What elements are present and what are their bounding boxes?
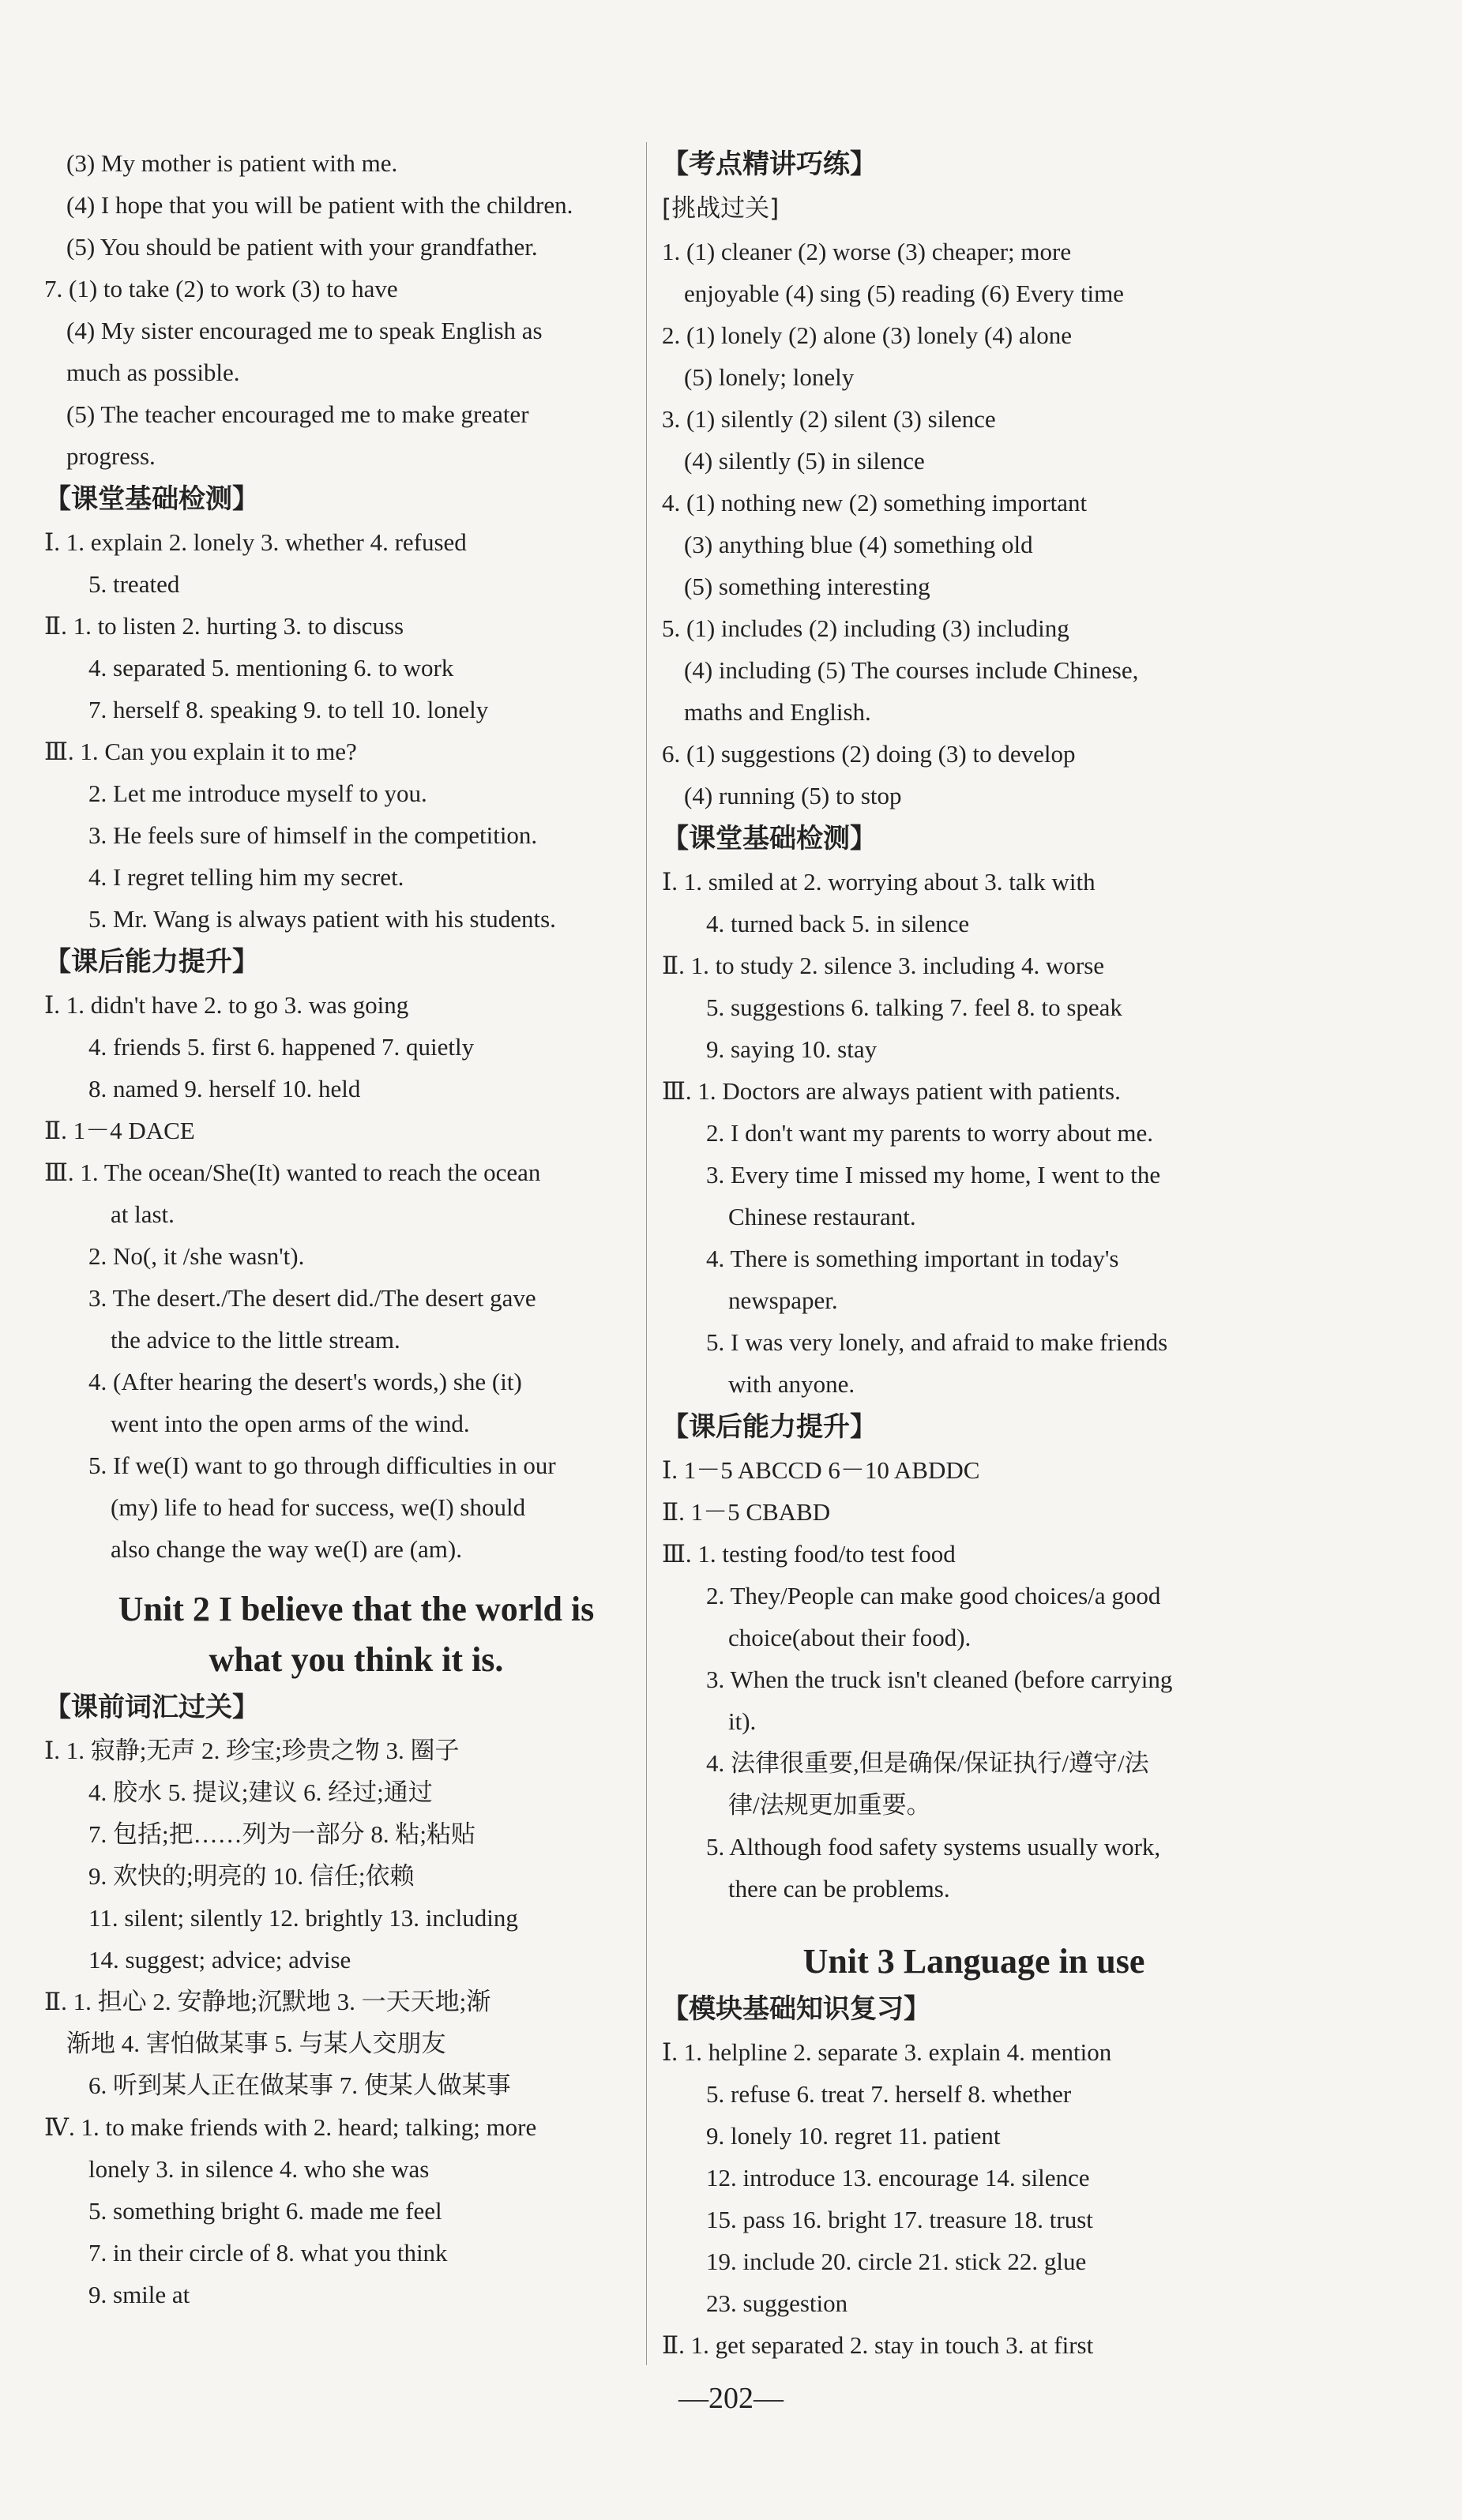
unit-2-title-line-1: Unit 2 I believe that the world is [118, 1590, 595, 1628]
text-line: (my) life to head for success, we(I) should [111, 1493, 526, 1521]
text-line: 1. (1) cleaner (2) worse (3) cheaper; more [662, 238, 1072, 265]
text-line: 7. in their circle of 8. what you think [88, 2239, 448, 2266]
text-line: 4. separated 5. mentioning 6. to work [88, 654, 454, 682]
text-line: Chinese restaurant. [728, 1203, 916, 1230]
right-column [662, 142, 1286, 2366]
text-line: 3. (1) silently (2) silent (3) silence [662, 405, 996, 433]
text-line: 5. Mr. Wang is always patient with his students. [88, 905, 556, 933]
text-line: (4) My sister encouraged me to speak English as [66, 317, 543, 344]
section-heading: 【课堂基础检测】 [662, 823, 877, 854]
text-line: 5. something bright 6. made me feel [88, 2197, 442, 2225]
text-line: 渐地 4. 害怕做某事 5. 与某人交朋友 [66, 2030, 446, 2057]
text-line: Ⅲ. 1. testing food/to test food [662, 1540, 956, 1568]
text-line: 12. introduce 13. encourage 14. silence [706, 2164, 1090, 2191]
text-line: Ⅰ. 1. 寂静;无声 2. 珍宝;珍贵之物 3. 圈子 [44, 1737, 460, 1764]
text-line: 5. (1) includes (2) including (3) including [662, 614, 1069, 642]
text-line: also change the way we(I) are (am). [111, 1535, 462, 1563]
text-line: 4. friends 5. first 6. happened 7. quietly [88, 1033, 475, 1061]
text-line: 4. There is something important in today's [706, 1245, 1119, 1272]
text-line: 律/法规更加重要。 [728, 1791, 931, 1819]
left-column [44, 142, 668, 2315]
text-line: the advice to the little stream. [111, 1326, 400, 1354]
text-line: Ⅰ. 1. didn't have 2. to go 3. was going [44, 991, 409, 1019]
text-line: 3. The desert./The desert did./The desert gave [88, 1284, 536, 1312]
text-line: Ⅰ. 1. helpline 2. separate 3. explain 4. mention [662, 2038, 1112, 2066]
text-line: 6. 听到某人正在做某事 7. 使某人做某事 [88, 2071, 511, 2099]
text-line: 9. smile at [88, 2281, 190, 2308]
text-line: newspaper. [728, 1286, 838, 1314]
text-line: 5. suggestions 6. talking 7. feel 8. to speak [706, 993, 1122, 1021]
text-line: 3. He feels sure of himself in the competition. [88, 821, 538, 849]
text-line: 4. (After hearing the desert's words,) she (it) [88, 1368, 522, 1395]
text-line: Ⅰ. 1. explain 2. lonely 3. whether 4. refused [44, 528, 467, 556]
page-number: —202— [678, 2382, 784, 2415]
text-line: Ⅰ. 1. smiled at 2. worrying about 3. talk with [662, 868, 1096, 896]
text-line: 2. Let me introduce myself to you. [88, 779, 427, 807]
text-line: 5. Although food safety systems usually work, [706, 1833, 1161, 1861]
text-line: 15. pass 16. bright 17. treasure 18. trust [706, 2206, 1093, 2233]
text-line: choice(about their food). [728, 1624, 972, 1651]
text-line: lonely 3. in silence 4. who she was [88, 2155, 430, 2183]
text-line: 3. When the truck isn't cleaned (before carrying [706, 1666, 1173, 1693]
section-heading: 【课后能力提升】 [44, 946, 259, 978]
text-line: 14. suggest; advice; advise [88, 1946, 351, 1974]
text-line: 9. 欢快的;明亮的 10. 信任;依赖 [88, 1862, 415, 1890]
text-line: 3. Every time I missed my home, I went to the [706, 1161, 1161, 1189]
text-line: 5. treated [88, 570, 180, 598]
text-line: (3) My mother is patient with me. [66, 149, 398, 177]
text-line: Ⅱ. 1. get separated 2. stay in touch 3. at first [662, 2331, 1094, 2359]
text-line: 19. include 20. circle 21. stick 22. glue [706, 2248, 1087, 2275]
section-subheading: [挑战过关] [662, 194, 780, 223]
text-line: 7. herself 8. speaking 9. to tell 10. lonely [88, 696, 489, 723]
text-line: Ⅲ. 1. Can you explain it to me? [44, 738, 357, 765]
text-line: 9. lonely 10. regret 11. patient [706, 2122, 1001, 2150]
text-line: there can be problems. [728, 1875, 950, 1902]
text-line: Ⅳ. 1. to make friends with 2. heard; talking; more [44, 2113, 537, 2141]
text-line: with anyone. [728, 1370, 855, 1398]
section-heading: 【模块基础知识复习】 [662, 1993, 930, 2025]
text-line: progress. [66, 442, 156, 470]
unit-3-title: Unit 3 Language in use [802, 1942, 1145, 1981]
text-line: 8. named 9. herself 10. held [88, 1075, 361, 1102]
text-line: 4. I regret telling him my secret. [88, 863, 404, 891]
text-line: 2. (1) lonely (2) alone (3) lonely (4) alone [662, 321, 1073, 349]
section-heading: 【考点精讲巧练】 [662, 148, 877, 180]
text-line: (4) running (5) to stop [684, 782, 902, 809]
text-line: 2. No(, it /she wasn't). [88, 1242, 305, 1270]
text-line: Ⅱ. 1. to listen 2. hurting 3. to discuss [44, 612, 404, 640]
section-heading: 【课后能力提升】 [662, 1411, 877, 1443]
text-line: Ⅲ. 1. The ocean/She(It) wanted to reach the ocean [44, 1159, 541, 1186]
text-line: 4. (1) nothing new (2) something important [662, 489, 1088, 516]
section-heading: 【课堂基础检测】 [44, 483, 259, 515]
text-line: (5) You should be patient with your grandfather. [66, 233, 538, 261]
text-line: (4) I hope that you will be patient with the children. [66, 191, 573, 219]
text-line: (4) silently (5) in silence [684, 447, 925, 475]
text-line: (3) anything blue (4) something old [684, 531, 1033, 558]
text-line: 2. They/People can make good choices/a good [706, 1582, 1161, 1609]
text-line: (5) something interesting [684, 573, 930, 600]
text-line: 4. 法律很重要,但是确保/保证执行/遵守/法 [706, 1749, 1149, 1777]
unit-2-title-line-2: what you think it is. [209, 1640, 504, 1679]
text-line: much as possible. [66, 359, 240, 386]
text-line: 5. I was very lonely, and afraid to make friends [706, 1328, 1168, 1356]
text-line: 11. silent; silently 12. brightly 13. including [88, 1904, 518, 1932]
text-line: 4. turned back 5. in silence [706, 910, 970, 937]
text-line: Ⅱ. 1. to study 2. silence 3. including 4. worse [662, 952, 1105, 979]
section-heading: 【课前词汇过关】 [44, 1692, 259, 1723]
text-line: it). [728, 1707, 757, 1735]
text-line: Ⅰ. 1－5 ABCCD 6－10 ABDDC [662, 1456, 980, 1484]
text-line: Ⅱ. 1－4 DACE [44, 1117, 195, 1144]
text-line: 4. 胶水 5. 提议;建议 6. 经过;通过 [88, 1778, 433, 1806]
text-line: Ⅲ. 1. Doctors are always patient with patients. [662, 1077, 1121, 1105]
text-line: Ⅱ. 1－5 CBABD [662, 1498, 831, 1526]
text-line: 7. 包括;把……列为一部分 8. 粘;粘贴 [88, 1820, 475, 1848]
text-line: 5. refuse 6. treat 7. herself 8. whether [706, 2080, 1072, 2108]
text-line: went into the open arms of the wind. [111, 1410, 470, 1437]
text-line: (4) including (5) The courses include Chinese, [684, 656, 1139, 684]
text-line: Ⅱ. 1. 担心 2. 安静地;沉默地 3. 一天天地;渐 [44, 1988, 491, 2015]
text-line: 5. If we(I) want to go through difficulties in our [88, 1452, 556, 1479]
text-line: maths and English. [684, 698, 871, 726]
text-line: 6. (1) suggestions (2) doing (3) to develop [662, 740, 1076, 768]
spacer [662, 1910, 1286, 1936]
text-line: 9. saying 10. stay [706, 1035, 878, 1063]
text-line: (5) The teacher encouraged me to make greater [66, 400, 529, 428]
text-line: at last. [111, 1200, 175, 1228]
text-line: enjoyable (4) sing (5) reading (6) Every time [684, 280, 1124, 307]
text-line: 2. I don't want my parents to worry about me. [706, 1119, 1154, 1147]
text-line: 7. (1) to take (2) to work (3) to have [44, 275, 398, 302]
text-line: (5) lonely; lonely [684, 363, 855, 391]
spacer [44, 1570, 668, 1584]
text-line: 23. suggestion [706, 2289, 848, 2317]
